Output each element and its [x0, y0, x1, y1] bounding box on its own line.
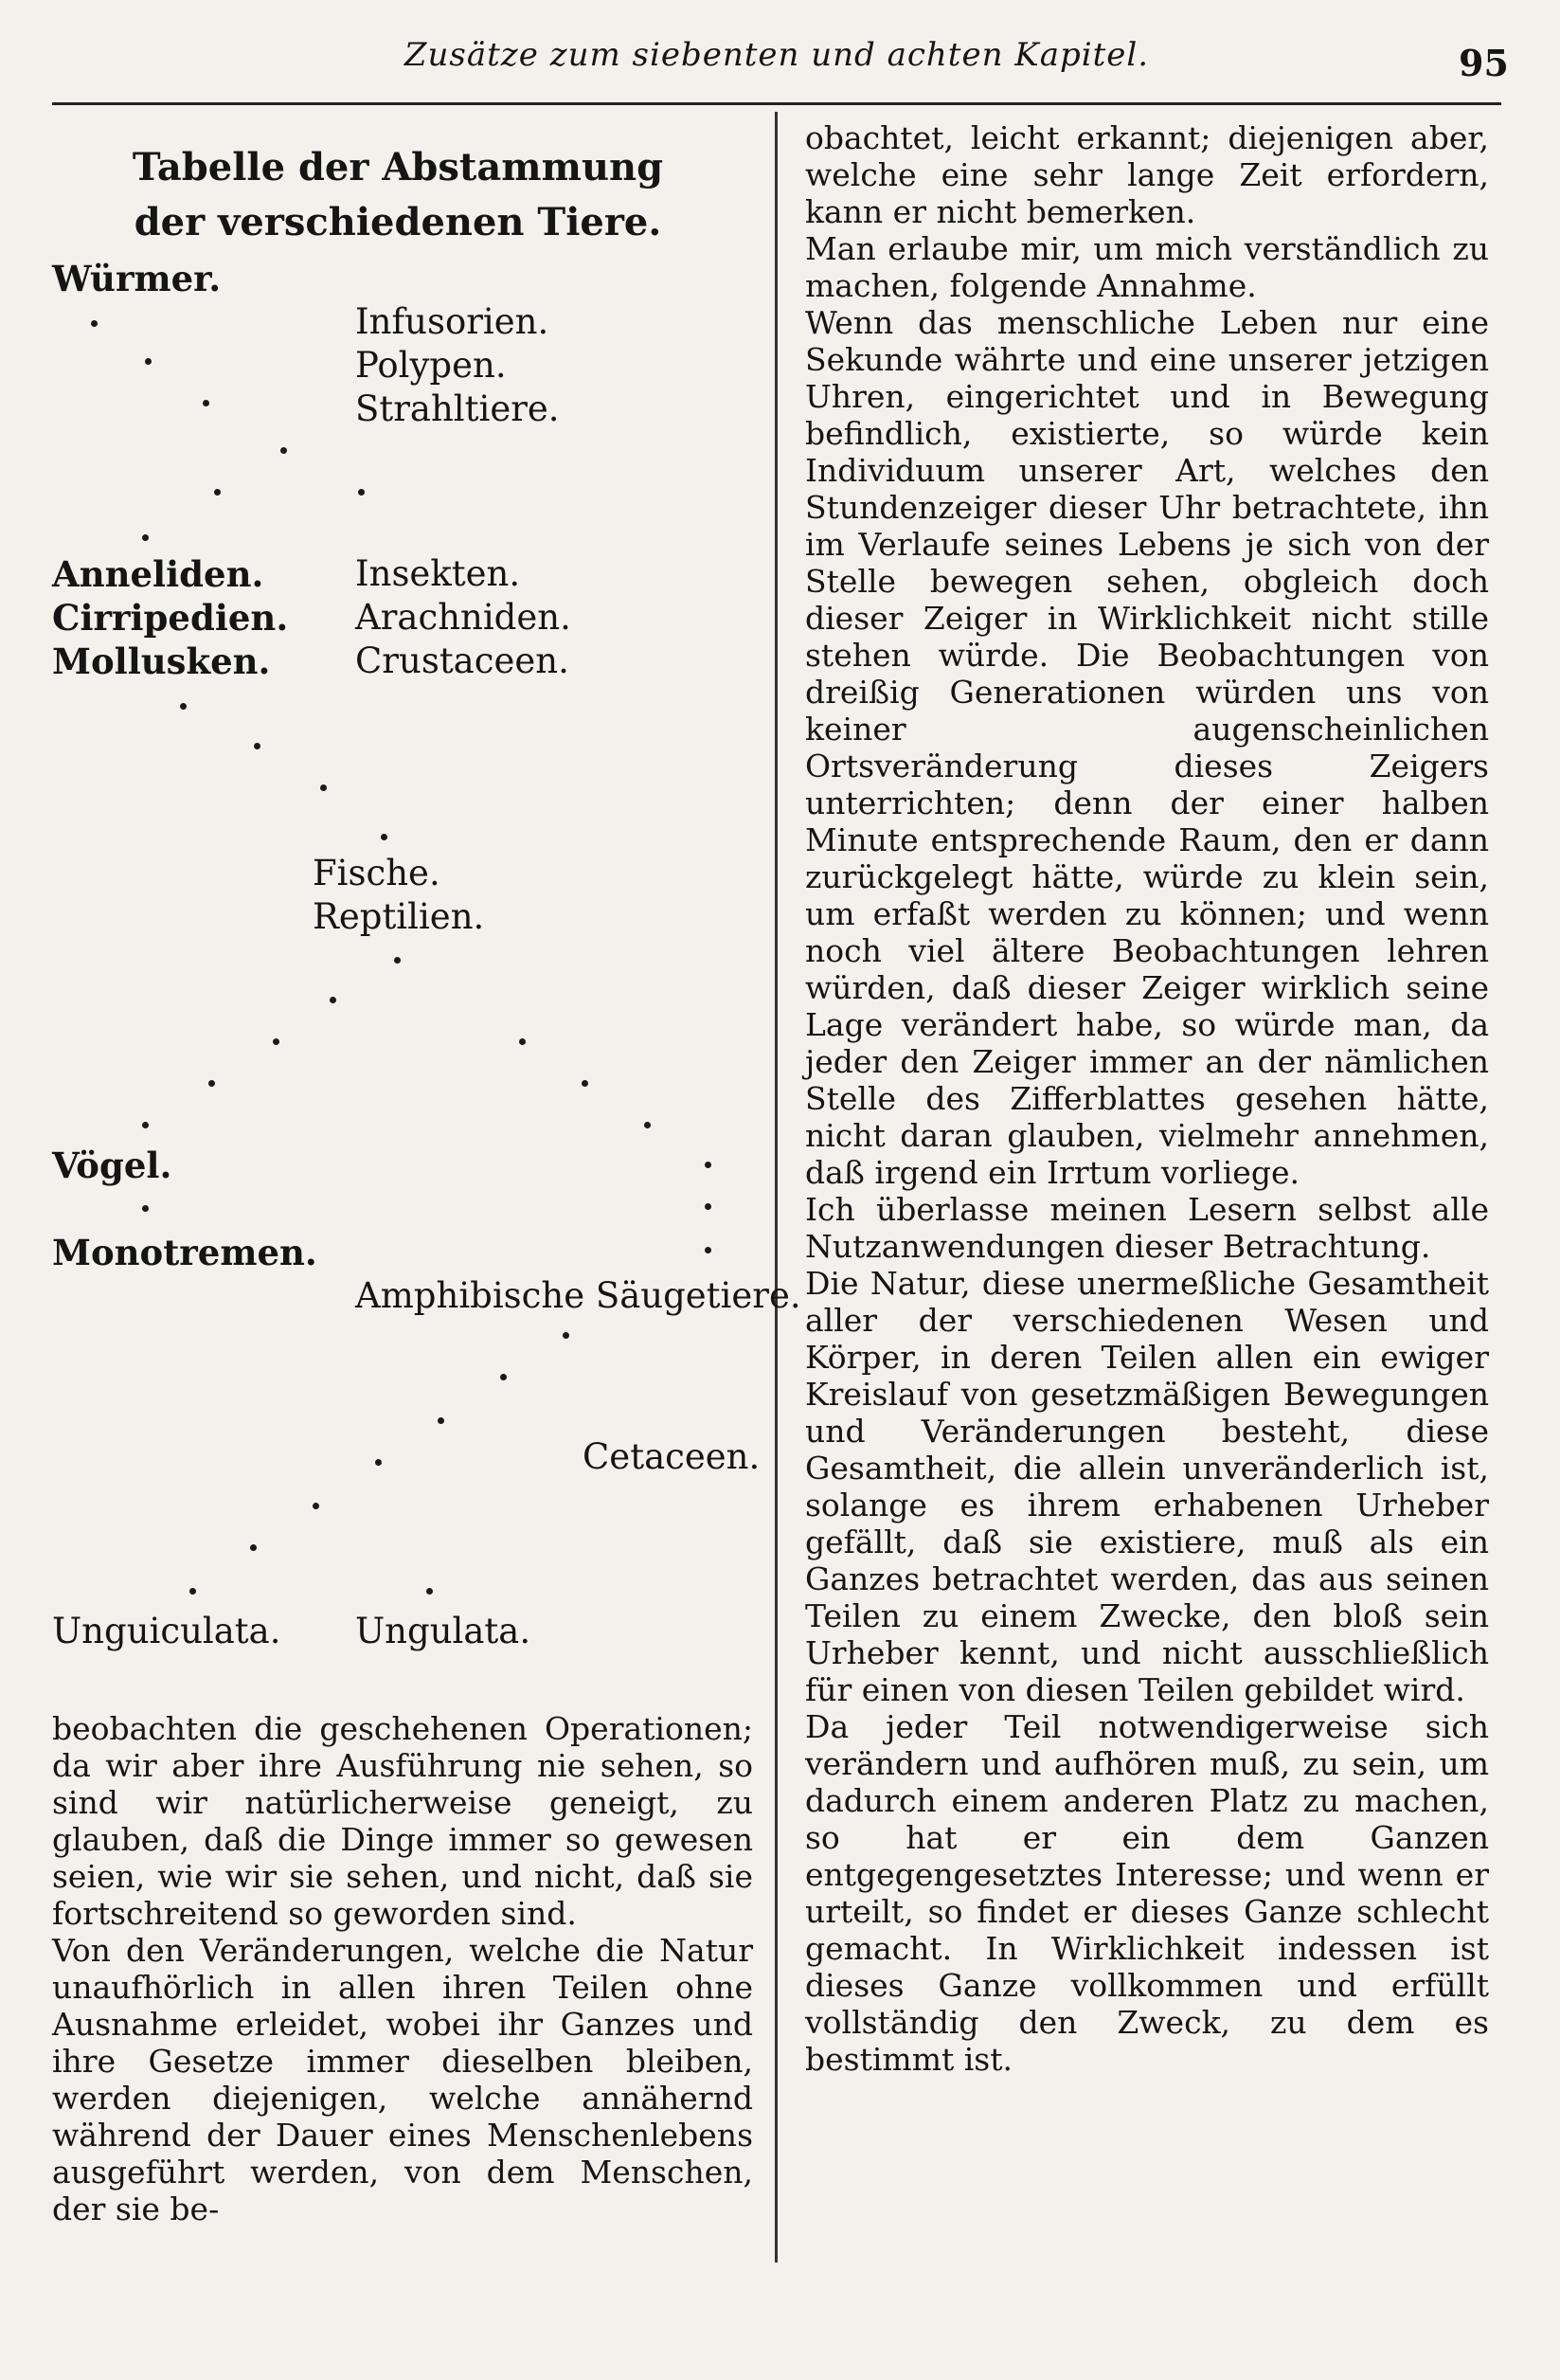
- lineage-dot: [394, 957, 401, 964]
- label-wuermer: Würmer.: [52, 258, 222, 299]
- lineage-dot: [381, 834, 387, 840]
- table-title: [95, 140, 701, 250]
- lineage-dot: [705, 1162, 711, 1168]
- lineage-dot: [582, 1080, 588, 1087]
- lineage-dot: [273, 1038, 279, 1045]
- lineage-dot: [500, 1374, 507, 1380]
- lineage-dot: [208, 1080, 215, 1087]
- lineage-dot: [330, 997, 336, 1003]
- column-rule: [775, 112, 778, 2263]
- lineage-dot: [358, 489, 365, 496]
- label-arachniden: Arachniden.: [355, 597, 571, 638]
- lineage-dot: [519, 1038, 526, 1045]
- lineage-dot: [280, 447, 287, 454]
- label-unguiculata: Unguiculata.: [52, 1611, 281, 1651]
- label-fische: Fische.: [313, 853, 440, 893]
- lineage-dot: [250, 1544, 257, 1551]
- running-head: Zusätze zum siebenten und achten Kapitel.: [403, 36, 1150, 74]
- lineage-dot: [313, 1503, 319, 1509]
- lineage-dot: [203, 400, 209, 406]
- lineage-dot: [705, 1247, 711, 1253]
- label-anneliden: Anneliden.: [52, 553, 264, 595]
- label-crustaceen: Crustaceen.: [355, 640, 569, 681]
- label-ungulata: Ungulata.: [355, 1611, 531, 1651]
- lineage-dot: [189, 1588, 196, 1595]
- table-title-line-2: der verschiedenen Tiere.: [134, 200, 662, 244]
- lineage-dot: [438, 1417, 444, 1424]
- label-strahltiere: Strahltiere.: [355, 388, 560, 429]
- left-column-text: beobachten die geschehenen Operationen; da wir aber ihre Ausführung nie sehen, so sind wir natürlicherweise geneigt, zu glauben, daß die Dinge immer so gewesen seien, wie wir sie sehen, und nicht, daß sie fortschreitend so geworden sind. Von den Veränderungen, welche die Natur unaufhörlich in allen ihren Teilen ohne Ausnahme erleidet, wobei ihr Ganzes und ihre Gesetze immer dieselben bleiben, werden diejenigen, welche annähernd während der Dauer eines Menschenlebens ausgeführt werden, von dem Menschen, der sie be-: [52, 1710, 753, 2227]
- table-title-line-1: Tabelle der Abstammung: [132, 145, 664, 189]
- label-polypen: Polypen.: [355, 345, 507, 386]
- label-voegel: Vögel.: [52, 1145, 172, 1186]
- right-column-text: obachtet, leicht erkannt; diejenigen aber, welche eine sehr lange Zeit erfordern, kann er nicht bemerken. Man erlaube mir, um mich verständlich zu machen, folgende Annahme. Wenn das menschliche Leben nur eine Sekunde währte und eine unserer jetzigen Uhren, eingerichtet und in Bewegung befindlich, existierte, so würde kein Individuum unserer Art, welches den Stundenzeiger dieser Uhr betrachtete, ihn im Verlaufe seines Lebens je sich von der Stelle bewegen sehen, obgleich doch dieser Zeiger in Wirklichkeit nicht stille stehen würde. Die Beobachtungen von dreißig Generationen würden uns von keiner augenscheinlichen Ortsveränderung dieses Zeigers unterrichten; denn der einer halben Minute entsprechende Raum, den er dann zurückgelegt hätte, würde zu klein sein, um erfaßt werden zu können; und wenn noch viel ältere Beobachtungen lehren würden, daß dieser Zeiger wirklich seine Lage verändert habe, so würde man, da jeder den Zeiger immer an der nämlichen Stelle des Zifferblattes gesehen hätte, nicht daran glauben, vielmehr annehmen, daß irgend ein Irrtum vorliege. Ich überlasse meinen Lesern selbst alle Nutzanwendungen dieser Betrachtung. Die Natur, diese unermeßliche Gesamtheit aller der verschiedenen Wesen und Körper, in deren Teilen allen ein ewiger Kreislauf von gesetzmäßigen Bewegungen und Veränderungen besteht, diese Gesamtheit, die allein unveränderlich ist, solange es ihrem erhabenen Urheber gefällt, daß sie existiere, muß als ein Ganzes betrachtet werden, das aus seinen Teilen zu einem Zwecke, den bloß sein Urheber kennt, und nicht ausschließlich für einen von diesen Teilen gebildet wird. Da jeder Teil notwendigerweise sich verändern und aufhören muß, zu sein, um dadurch einem anderen Platz zu machen, so hat er ein dem Ganzen entgegengesetztes Interesse; und wenn er urteilt, so findet er dieses Ganze schlecht gemacht. In Wirklichkeit indessen ist dieses Ganze vollkommen und erfüllt vollständig den Zweck, zu dem es bestimmt ist.: [805, 119, 1489, 2078]
- label-insekten: Insekten.: [355, 553, 521, 594]
- lineage-dot: [320, 784, 327, 791]
- lineage-dot: [644, 1122, 651, 1128]
- lineage-dot: [142, 1122, 149, 1128]
- lineage-dot: [426, 1588, 433, 1595]
- page-number: 95: [1459, 42, 1509, 84]
- label-infusorien: Infusorien.: [355, 301, 549, 342]
- lineage-dot: [563, 1332, 569, 1339]
- lineage-dot: [142, 1205, 149, 1212]
- lineage-dot: [375, 1459, 382, 1466]
- label-mollusken: Mollusken.: [52, 640, 271, 682]
- lineage-dot: [180, 703, 187, 710]
- lineage-dot: [142, 534, 149, 541]
- lineage-dot: [254, 743, 260, 749]
- lineage-dot: [705, 1203, 711, 1210]
- lineage-dot: [91, 320, 98, 327]
- label-monotremen: Monotremen.: [52, 1232, 317, 1273]
- label-amphibische-saeugetiere: Amphibische Säugetiere.: [355, 1275, 801, 1316]
- header-rule: [52, 102, 1501, 105]
- lineage-dot: [145, 358, 152, 365]
- label-cetaceen: Cetaceen.: [583, 1436, 761, 1477]
- lineage-dot: [214, 489, 221, 496]
- label-cirripedien: Cirripedien.: [52, 597, 289, 639]
- label-reptilien: Reptilien.: [313, 896, 485, 937]
